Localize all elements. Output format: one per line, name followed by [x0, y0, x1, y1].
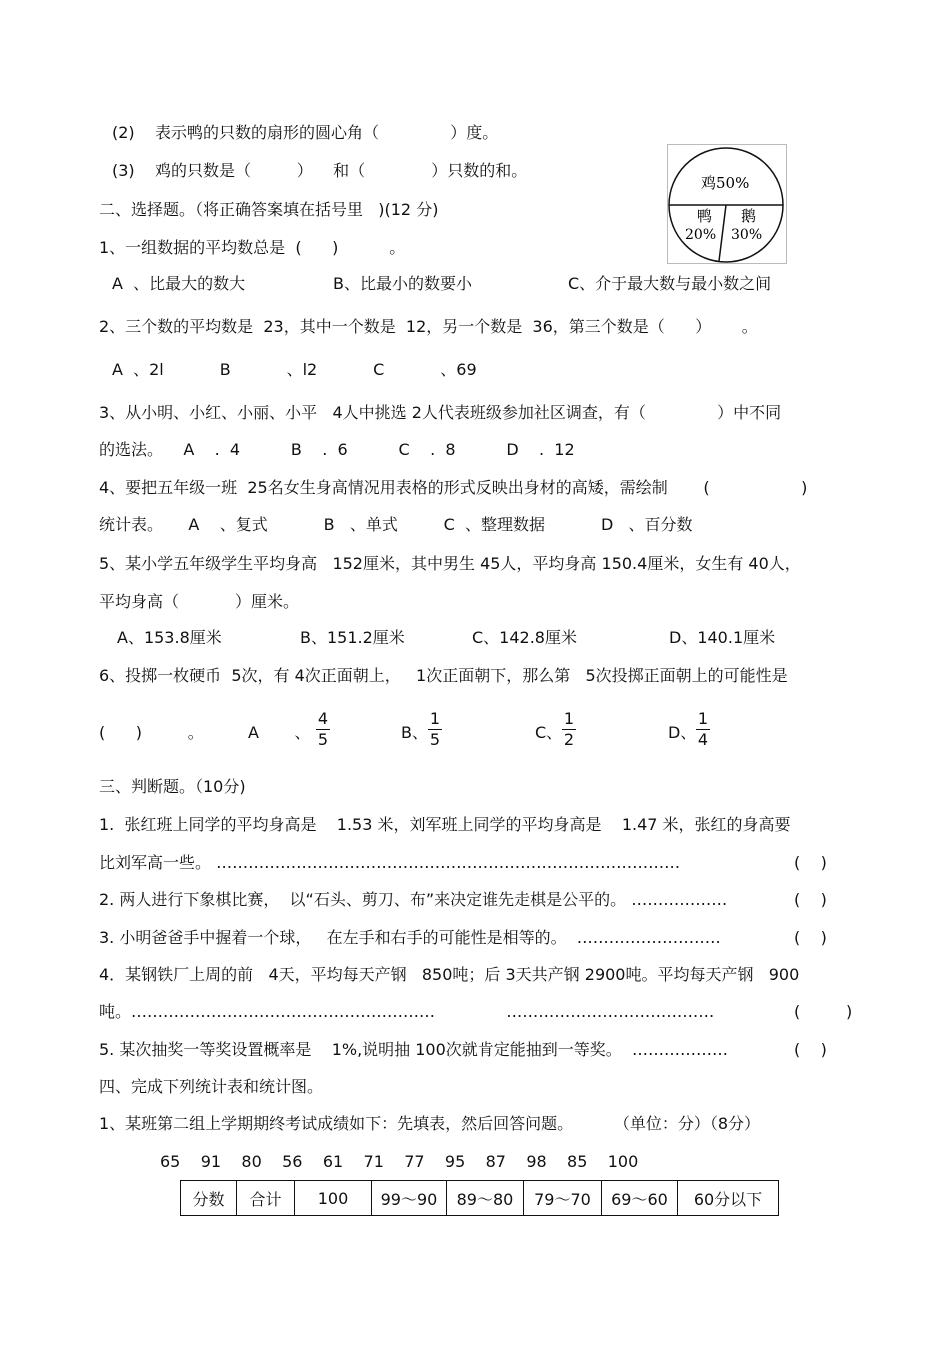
fraction-c-num: 1 — [563, 709, 575, 728]
judge-3-paren: ( ) — [794, 928, 827, 947]
judge-5-paren: ( ) — [794, 1040, 827, 1059]
fraction-b-num: 1 — [429, 709, 441, 728]
judge-4-paren: ( ) — [794, 1002, 853, 1021]
table-cell-total: 合计 — [237, 1181, 295, 1216]
judge-2-paren: ( ) — [794, 890, 827, 909]
table-question: 1、某班第二组上学期期终考试成绩如下：先填表，然后回答问题。 （单位：分）（8分） — [99, 1114, 761, 1133]
table-cell-99-90: 99～90 — [372, 1181, 447, 1216]
choice-6: 6、投掷一枚硬币 5次，有 4次正面朝上， 1次正面朝下，那么第 5次投掷正面朝上的可能性是 — [99, 666, 788, 685]
fraction-a-num: 4 — [317, 709, 329, 728]
choice-6-option-b: B、 — [401, 723, 428, 742]
table-cell-69-60: 69～60 — [602, 1181, 678, 1216]
choice-6-option-a: A 、 — [248, 723, 311, 742]
section-4-title: 四、完成下列统计表和统计图。 — [99, 1077, 324, 1096]
judge-4-cont: 吨。………………………………………………… ………………………………… — [99, 1002, 715, 1021]
choice-5-option-c: C、142.8厘米 — [472, 628, 577, 647]
pie-label-goose: 鹅 — [741, 207, 757, 225]
pie-label-chicken: 鸡50% — [701, 174, 750, 192]
choice-6-option-d: D、 — [668, 723, 697, 742]
choice-5: 5、某小学五年级学生平均身高 152厘米，其中男生 45人，平均身高 150.4厘米，女生有 40人， — [99, 554, 801, 573]
fraction-d — [696, 710, 710, 749]
choice-1-option-a: A 、比最大的数大 — [112, 274, 246, 293]
choice-5-option-a: A、153.8厘米 — [117, 628, 222, 647]
choice-5-option-d: D、140.1厘米 — [669, 628, 776, 647]
choice-6-option-c: C、 — [535, 723, 563, 742]
choice-4: 4、要把五年级一班 25名女生身高情况用表格的形式反映出身材的高矮，需绘制 ( ) — [99, 478, 808, 497]
fraction-a — [316, 710, 330, 749]
choice-1-option-b: B、比最小的数要小 — [333, 274, 472, 293]
choice-1: 1、一组数据的平均数总是 ( ) 。 — [99, 238, 406, 257]
section-2-title: 二、选择题。（将正确答案填在括号里 )(12 分) — [99, 200, 439, 219]
pie-label-duck: 鸭 — [697, 207, 713, 225]
fraction-c-den: 2 — [563, 730, 575, 749]
choice-3: 3、从小明、小红、小丽、小平 4人中挑选 2人代表班级参加社区调查，有（ ）中不同 — [99, 403, 782, 422]
judge-2: 2. 两人进行下象棋比赛， 以“石头、剪刀、布”来决定谁先走棋是公平的。 ……………… — [99, 890, 728, 909]
fraction-d-den: 4 — [697, 730, 709, 749]
judge-1-paren: ( ) — [794, 853, 827, 872]
choice-5-option-b: B、151.2厘米 — [300, 628, 405, 647]
table-cell-100: 100 — [295, 1181, 372, 1216]
q-3-text: (3) 鸡的只数是（ ） 和（ ）只数的和。 — [112, 161, 528, 180]
fraction-d-num: 1 — [697, 709, 709, 728]
judge-5: 5. 某次抽奖一等奖设置概率是 1%,说明抽 100次就肯定能抽到一等奖。 ……………… — [99, 1040, 728, 1059]
judge-1: 1. 张红班上同学的平均身高是 1.53 米，刘军班上同学的平均身高是 1.47 米，张红的身高要 — [99, 815, 791, 834]
judge-1-cont: 比刘军高一些。 …………………………………………………………………………… — [99, 853, 681, 872]
fraction-c — [562, 710, 576, 749]
choice-2-options: A 、2l B 、l2 C 、69 — [112, 360, 477, 379]
fraction-b — [428, 710, 442, 749]
table-cell-below-60: 60分以下 — [678, 1181, 779, 1216]
table-cell-79-70: 79～70 — [524, 1181, 602, 1216]
choice-4-options: 统计表。 A 、复式 B 、单式 C 、整理数据 D 、百分数 — [99, 515, 693, 534]
pie-pct-duck: 20% — [685, 227, 717, 243]
q-2-text: (2) 表示鸭的只数的扇形的圆心角（ ）度。 — [112, 123, 499, 142]
table-cell-score: 分数 — [181, 1181, 237, 1216]
choice-5-cont: 平均身高（ ）厘米。 — [99, 592, 299, 611]
choice-6-paren: ( ) 。 — [99, 723, 204, 742]
fraction-b-den: 5 — [429, 730, 441, 749]
judge-3: 3. 小明爸爸手中握着一个球， 在左手和右手的可能性是相等的。 ……………………… — [99, 928, 721, 947]
score-table-header-row — [181, 1181, 779, 1216]
table-cell-89-80: 89～80 — [447, 1181, 524, 1216]
score-table — [180, 1180, 779, 1216]
choice-1-option-c: C、介于最大数与最小数之间 — [568, 274, 772, 293]
section-3-title: 三、判断题。（10分) — [99, 777, 246, 796]
choice-3-options: 的选法。 A . 4 B . 6 C . 8 D . 12 — [99, 440, 575, 459]
score-list: 65 91 80 56 61 71 77 95 87 98 85 100 — [160, 1152, 639, 1171]
fraction-a-den: 5 — [317, 730, 329, 749]
judge-4: 4．某钢铁厂上周的前 4天，平均每天产钢 850吨；后 3天共产钢 2900吨。平均每天产钢 900 — [99, 965, 800, 984]
choice-2: 2、三个数的平均数是 23，其中一个数是 12，另一个数是 36，第三个数是（ ） 。 — [99, 317, 758, 336]
pie-pct-goose: 30% — [731, 227, 763, 243]
pie-chart — [667, 144, 787, 264]
